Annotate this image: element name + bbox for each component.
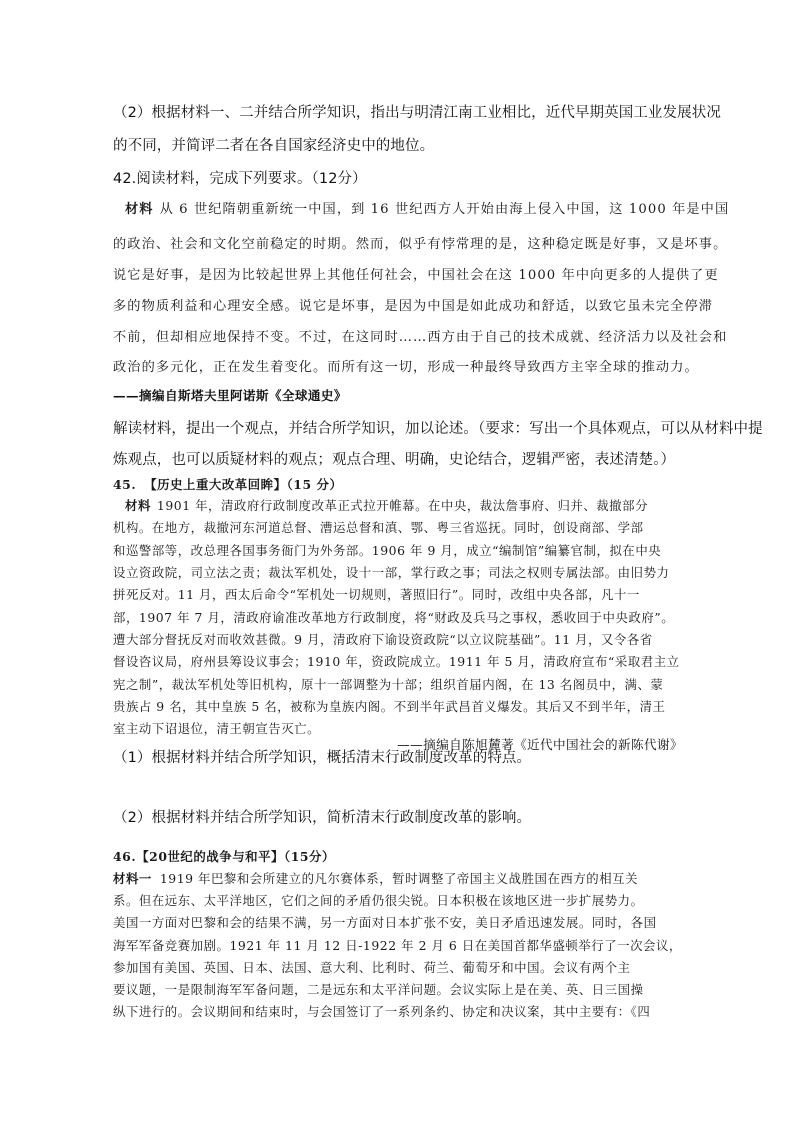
q46-material-line: 系。但在远东、太平洋地区，它们之间的矛盾仍很尖锐。日本积极在该地区进一步扩展势力。 xyxy=(113,893,644,908)
q42-material-line: 政治的多元化，正在发生着变化。而所有这一切，形成一种最终导致西方主宰全球的推动力。 xyxy=(113,360,699,375)
q46-material-line: 要议题，一是限制海军军备问题，二是远东和太平洋问题。会议实际上是在美、英、日三国操 xyxy=(113,982,644,997)
q41-sub2-line2: 的不同，并简评二者在各自国家经济史中的地位。 xyxy=(113,138,435,154)
q46-material-line: 参加国有美国、英国、日本、法国、意大利、比利时、荷兰、葡萄牙和中国。会议有两个主 xyxy=(113,960,631,975)
q45-material-line: 部，1907 年 7 月，清政府谕准改革地方行政制度，将“财政及兵马之事权，悉收回于中央政府”。 xyxy=(113,610,675,625)
q46-material-line: 海军军备竞赛加剧。1921 年 11 月 12 日-1922 年 2 月 6 日在美国首都华盛顿举行了一次会议， xyxy=(113,938,682,953)
q45-material-text: 1901 年，清政府行政制度改革正式拉开帷幕。在中央，裁汰詹事府、归并、裁撤部分 xyxy=(156,498,649,513)
q42-material-line: 说它是好事，是因为比较起世界上其他任何社会，中国社会在这 1000 年中向更多的人提供了更 xyxy=(113,268,719,283)
q42-material-line: 不前，但却相应地保持不变。不过，在这同时……西方由于自己的技术成就、经济活力以及社会和 xyxy=(113,330,728,345)
q42-material-label: 材料 xyxy=(125,202,154,217)
q45-number: 45. xyxy=(113,477,137,492)
q42-material-line xyxy=(113,198,730,217)
q45-material-line xyxy=(113,496,683,514)
q45-material-line: 和巡警部等，改总理各国事务衙门为外务部。1906 年 9 月，成立“编制馆”编纂官制，拟在中央 xyxy=(113,543,662,558)
q45-material-line: 遭大部分督抚反对而收效甚微。9 月，清政府下谕设资政院“以立议院基础”。11 月，又令各省 xyxy=(113,632,653,647)
q42-source: ——摘编自斯塔夫里阿诺斯《全球通史》 xyxy=(113,388,347,403)
q42-task-line1: 解读材料，提出一个观点，并结合所学知识，加以论述。（要求：写出一个具体观点，可以从材料中提 xyxy=(113,421,763,437)
q42-material-text: 从 6 世纪隋朝重新统一中国，到 16 世纪西方人开始由海上侵入中国，这 1000 年是中国 xyxy=(159,202,730,217)
q45-title: 【历史上重大改革回眸】（15 分） xyxy=(144,477,343,492)
q45-sub2: （2）根据材料并结合所学知识，简析清末行政制度改革的影响。 xyxy=(113,810,532,826)
q42-header: 42.阅读材料，完成下列要求。（12分） xyxy=(113,171,367,187)
q46-material-label: 材料一 xyxy=(113,871,152,886)
q45-material-line: 机构。在地方，裁撤河东河道总督、漕运总督和滇、鄂、粤三省巡抚。同时，创设商部、学部 xyxy=(113,520,644,535)
q46-material-text: 1919 年巴黎和会所建立的凡尔赛体系，暂时调整了帝国主义战胜国在西方的相互关 xyxy=(159,871,639,886)
q45-material-line: 贵族占 9 名，其中皇族 5 名，被称为皇族内阁。不到半年武昌首义爆发。其后又不到半年，清王 xyxy=(113,699,666,714)
q42-material-line: 多的物质利益和心理安全感。说它是坏事，是因为中国是如此成功和舒适，以致它虽未完全停滞 xyxy=(113,299,714,314)
q45-material-line: 设立资政院，司立法之责；裁汰军机处，设十一部，掌行政之事；司法之权则专属法部。由旧势力 xyxy=(113,565,670,580)
q45-material-line: 宪之制”，裁汰军机处等旧机构，原十一部调整为十部；组织首届内阁，在 13 名阁员中，满、蒙 xyxy=(113,677,664,692)
q42-material-line: 的政治、社会和文化空前稳定的时期。然而，似乎有悖常理的是，这种稳定既是好事，又是坏事。 xyxy=(113,237,728,252)
q41-sub2-line1: （2）根据材料一、二并结合所学知识，指出与明清江南工业相比，近代早期英国工业发展状况 xyxy=(113,105,721,121)
q46-header: 46.【20世纪的战争与和平】（15分） xyxy=(113,849,335,864)
q42-task-line2: 炼观点，也可以质疑材料的观点；观点合理、明确，史论结合，逻辑严密，表述清楚。） xyxy=(113,452,676,468)
q45-sub1: （1）根据材料并结合所学知识，概括清末行政制度改革的特点。 xyxy=(113,750,532,766)
q45-source: ——摘编自陈旭麓著《近代中国社会的新陈代谢》 xyxy=(397,737,683,752)
q46-material-line: 美国一方面对巴黎和会的结果不满，另一方面对日本扩张不安，美日矛盾迅速发展。同时，各国 xyxy=(113,915,657,930)
q45-material-line: 室主动下诏退位，清王朝宣告灭亡。 xyxy=(113,721,321,736)
q45-material-line: 督设咨议局，府州县筹设议事会；1910 年，资政院成立。1911 年 5 月，清政府宣布“采取君主立 xyxy=(113,654,680,669)
q45-material-line: 拼死反对。11 月，西太后命令“军机处一切规则，著照旧行”。同时，改组中央各部，凡十一 xyxy=(113,587,640,602)
q46-material-line xyxy=(113,869,683,887)
q45-header xyxy=(113,475,683,493)
q46-material-line: 纵下进行的。会议期间和结束时，与会国签订了一系列条约、协定和决议案，其中主要有：《四 xyxy=(113,1004,651,1019)
q45-material-label: 材料 xyxy=(125,498,151,513)
